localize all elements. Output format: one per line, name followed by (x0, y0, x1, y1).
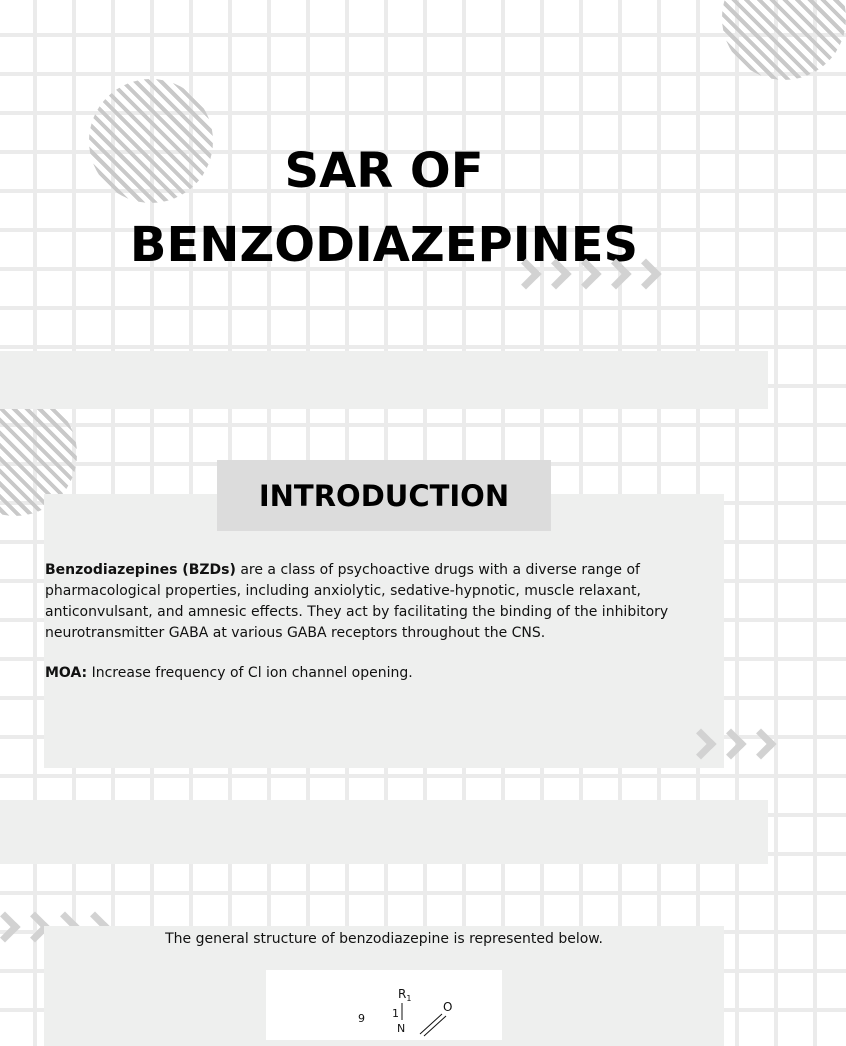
introduction-paragraph (45, 560, 705, 644)
chevron-right-icon (745, 728, 776, 759)
moa-paragraph (45, 663, 705, 684)
chevron-right-icon (510, 258, 541, 289)
title-line-1: SAR OF (284, 143, 484, 199)
structure-caption: The general structure of benzodiazepine is represented below. (165, 931, 603, 947)
striped-circle-decoration (722, 0, 846, 80)
benzodiazepine-structure-image (266, 970, 502, 1040)
divider-band (0, 800, 768, 864)
chevron-right-icon (685, 728, 716, 759)
nitrogen-label: N (397, 1022, 406, 1035)
chevron-right-icon (715, 728, 746, 759)
divider-band (0, 351, 768, 409)
title-line-2: BENZODIAZEPINES (129, 217, 639, 273)
benzodiazepine-structure-diagram (266, 970, 502, 1040)
chevron-right-icon (600, 258, 631, 289)
term-bzd: Benzodiazepines (BZDs) (45, 562, 236, 578)
chevron-right-icon (570, 258, 601, 289)
bond-line (420, 1014, 442, 1034)
introduction-heading: INTRODUCTION (258, 478, 510, 513)
moa-text: Increase frequency of Cl ion channel opening. (87, 665, 413, 681)
chevron-right-icon (630, 258, 661, 289)
chevron-decoration (690, 733, 780, 755)
oxygen-label: O (443, 1000, 453, 1014)
position-1-label: 1 (392, 1007, 399, 1020)
bond-line (424, 1016, 446, 1036)
introduction-body: are a class of psychoactive drugs with a diverse range of pharmacological properties, including anxiolytic, sedative-hypnotic, muscle relaxant, anticonvulsant, and amnesic effects. They act by facilitating the binding of the inhibitory neurotransmitter GABA at various GABA receptors throughout the CNS. (45, 562, 669, 641)
moa-label: MOA: (45, 665, 88, 681)
chevron-right-icon (540, 258, 571, 289)
chevron-decoration (515, 263, 665, 285)
introduction-heading-box (217, 460, 551, 531)
chevron-right-icon (0, 911, 21, 942)
r1-label: $R_1$ (398, 987, 412, 1003)
position-9-label: 9 (358, 1012, 365, 1025)
page-title (0, 134, 768, 282)
